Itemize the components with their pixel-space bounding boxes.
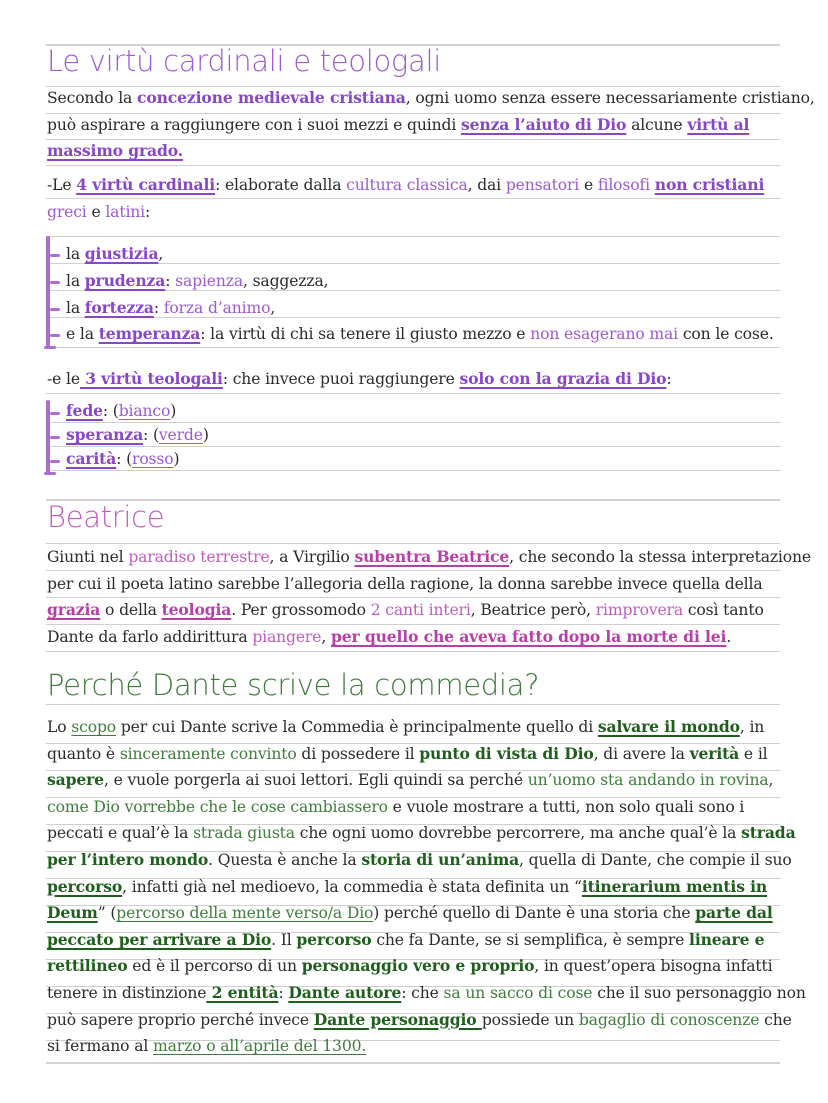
highlight-text: Dante personaggio bbox=[313, 1009, 482, 1029]
text: ed è il percorso di un bbox=[127, 957, 302, 976]
text-line bbox=[47, 927, 792, 954]
virtues-intro-paragraph bbox=[47, 85, 815, 165]
text-line bbox=[47, 1033, 792, 1060]
text: , bbox=[321, 627, 331, 646]
text-line bbox=[47, 874, 792, 901]
rule bbox=[46, 470, 780, 471]
list-item-prudenza bbox=[66, 271, 328, 290]
text: : bbox=[666, 370, 672, 388]
highlight-text: speranza bbox=[66, 425, 144, 444]
bold-text: personaggio vero e proprio bbox=[301, 956, 535, 976]
text-line bbox=[47, 138, 792, 165]
text-line bbox=[47, 1007, 792, 1034]
highlight-text: temperanza bbox=[98, 324, 201, 343]
bold-text: percorso bbox=[296, 929, 372, 949]
text: , bbox=[270, 299, 276, 317]
text-line bbox=[47, 624, 792, 651]
text-line bbox=[47, 714, 792, 741]
text: Dante da farlo addirittura bbox=[47, 627, 253, 646]
text-line bbox=[47, 199, 792, 226]
highlight-text: 4 virtù cardinali bbox=[76, 175, 216, 194]
text: , che secondo la stessa interpretazione bbox=[509, 548, 811, 566]
highlight-text: virtù al bbox=[687, 114, 750, 134]
text: alcune bbox=[626, 115, 688, 134]
list-item-giustizia bbox=[66, 244, 163, 263]
list-tick bbox=[50, 460, 60, 463]
highlight-text: massimo grado. bbox=[47, 141, 183, 161]
highlight-text: per quello che aveva fatto dopo la morte di lei bbox=[330, 626, 727, 646]
text: e bbox=[86, 202, 106, 221]
text: la bbox=[66, 245, 85, 263]
text: che il suo personaggio non bbox=[592, 983, 806, 1002]
text: . Per grossomodo bbox=[231, 601, 371, 620]
text-line bbox=[47, 172, 792, 199]
text: ) bbox=[202, 426, 209, 444]
bold-text: storia di un’anima bbox=[361, 849, 520, 869]
list-item-fortezza bbox=[66, 298, 275, 317]
section-title-why-dante: Perché Dante scrive la commedia? bbox=[47, 668, 540, 702]
text: : bbox=[145, 202, 151, 221]
text: ” ( bbox=[97, 904, 117, 923]
text: -Le bbox=[47, 176, 77, 194]
highlight-text: percorso bbox=[47, 876, 123, 896]
text: Giunti nel bbox=[47, 548, 129, 566]
accent-text: un’uomo sta andando in rovina bbox=[527, 771, 769, 790]
text: , bbox=[158, 245, 164, 263]
bold-text: strada bbox=[741, 823, 796, 843]
text: , infatti già nel medioevo, la commedia è stata definita un “ bbox=[122, 877, 582, 896]
rule bbox=[46, 1062, 780, 1064]
list-item-fede bbox=[66, 401, 176, 420]
text: che bbox=[759, 1010, 792, 1029]
highlight-text: non cristiani bbox=[654, 175, 765, 194]
text-line bbox=[47, 741, 792, 768]
text: peccati e qual’è la bbox=[47, 824, 194, 843]
text: : ( bbox=[116, 450, 133, 468]
highlight-text: 3 virtù teologali bbox=[79, 369, 223, 388]
accent-text: sinceramente convinto bbox=[119, 744, 297, 763]
highlight-text: subentra Beatrice bbox=[354, 547, 510, 566]
accent-text: come Dio vorrebbe che le cose cambiassero bbox=[47, 797, 388, 816]
text: , Beatrice però, bbox=[470, 601, 596, 620]
list-bracket-cap bbox=[44, 472, 56, 475]
text-line bbox=[47, 980, 806, 1007]
rule bbox=[46, 422, 780, 423]
accent-text: cultura classica bbox=[346, 176, 468, 194]
text: , quella di Dante, che compie il suo bbox=[519, 850, 792, 869]
accent-text: latini bbox=[105, 202, 146, 221]
list-item-speranza bbox=[66, 425, 209, 444]
highlight-text: itinerarium mentis in bbox=[581, 876, 768, 896]
accent-text: scopo bbox=[71, 718, 117, 736]
text: . bbox=[726, 627, 732, 646]
accent-text: forza d’animo bbox=[163, 299, 271, 317]
text: o della bbox=[100, 601, 162, 620]
text-line bbox=[47, 85, 815, 112]
list-tick bbox=[50, 308, 60, 311]
text-line bbox=[47, 112, 792, 139]
list-bracket-cap bbox=[44, 346, 56, 349]
accent-text: greci bbox=[47, 202, 87, 221]
rule bbox=[46, 347, 780, 348]
text: : bbox=[165, 272, 176, 290]
text: Lo bbox=[47, 718, 72, 736]
text: . Questa è anche la bbox=[208, 850, 362, 869]
list-bracket bbox=[46, 236, 50, 348]
highlight-text: parte dal bbox=[695, 903, 773, 923]
text: , in quest’opera bisogna infatti bbox=[534, 957, 773, 976]
text: ) perché quello di Dante è una storia che bbox=[373, 904, 696, 923]
accent-text: strada giusta bbox=[193, 824, 295, 843]
text: . Il bbox=[271, 930, 297, 949]
text: : bbox=[153, 299, 164, 317]
rule bbox=[46, 165, 780, 166]
rule bbox=[46, 651, 780, 652]
text: ) bbox=[170, 402, 177, 420]
highlight-text: senza l’aiuto di Dio bbox=[460, 114, 627, 134]
bold-text: punto di vista di Dio bbox=[419, 743, 594, 763]
bold-text: lineare e bbox=[689, 929, 765, 949]
text: : che invece puoi raggiungere bbox=[222, 370, 460, 388]
text: , di avere la bbox=[593, 744, 690, 763]
text-line bbox=[47, 544, 811, 571]
list-tick bbox=[50, 436, 60, 439]
text: per cui il poeta latino sarebbe l’allegoria della ragione, la donna sarebbe invece quella della bbox=[47, 574, 763, 593]
section-title-beatrice: Beatrice bbox=[47, 500, 165, 534]
highlight-text: Deum bbox=[47, 903, 98, 923]
text: possiede un bbox=[481, 1010, 579, 1029]
highlight-text: prudenza bbox=[84, 271, 166, 290]
text: , ogni uomo senza essere necessariamente cristiano, bbox=[405, 89, 815, 107]
text: : che bbox=[401, 983, 444, 1002]
accent-text: pensatori bbox=[505, 176, 580, 194]
text: e il bbox=[739, 744, 768, 763]
text-line bbox=[47, 767, 792, 794]
accent-text: rosso bbox=[132, 450, 174, 468]
text-line bbox=[47, 900, 792, 927]
text: : ( bbox=[143, 426, 159, 444]
text: può aspirare a raggiungere con i suoi mezzi e quindi bbox=[47, 115, 461, 134]
text: per cui Dante scrive la Commedia è principalmente quello di bbox=[116, 718, 598, 736]
list-item-temperanza bbox=[66, 324, 774, 343]
text: quanto è bbox=[47, 744, 120, 763]
rule bbox=[46, 290, 780, 291]
text: che fa Dante, se si semplifica, è sempre bbox=[371, 930, 690, 949]
accent-text: filosofi bbox=[597, 176, 650, 194]
beatrice-paragraph bbox=[47, 544, 811, 650]
text: con le cose. bbox=[678, 325, 774, 343]
accent-text: marzo o all’aprile del 1300. bbox=[153, 1037, 367, 1056]
text: la bbox=[66, 299, 85, 317]
section-title-virtues: Le virtù cardinali e teologali bbox=[47, 44, 441, 78]
text: , e vuole porgerla ai suoi lettori. Egli quindi sa perché bbox=[103, 771, 528, 790]
bold-text: per l’intero mondo bbox=[47, 849, 209, 869]
text: : ( bbox=[102, 402, 119, 420]
text: ) bbox=[173, 450, 180, 468]
text: e la bbox=[66, 325, 99, 343]
cardinal-virtues-intro bbox=[47, 172, 792, 225]
list-tick bbox=[50, 254, 60, 257]
rule bbox=[46, 263, 780, 264]
text: e bbox=[579, 176, 598, 194]
text-line bbox=[47, 820, 796, 847]
text-line bbox=[47, 847, 792, 874]
text-line bbox=[47, 794, 792, 821]
text-line bbox=[47, 597, 792, 624]
bold-text: verità bbox=[689, 743, 740, 763]
text: , saggezza, bbox=[242, 272, 329, 290]
highlight-text: Dante autore bbox=[288, 982, 402, 1002]
accent-text: verde bbox=[158, 426, 203, 444]
highlight-text: concezione medievale cristiana bbox=[137, 88, 406, 107]
accent-text: piangere bbox=[252, 627, 322, 646]
highlight-text: fede bbox=[66, 401, 103, 420]
accent-text: bagaglio di conoscenze bbox=[578, 1010, 760, 1029]
why-dante-paragraph bbox=[47, 714, 806, 1060]
text: la bbox=[66, 272, 85, 290]
rule bbox=[46, 317, 780, 318]
list-item-carita bbox=[66, 449, 179, 468]
text: : elaborate dalla bbox=[215, 176, 347, 194]
highlight-text: salvare il mondo bbox=[597, 717, 740, 736]
text: -e le bbox=[47, 370, 80, 388]
list-tick bbox=[50, 334, 60, 337]
list-tick bbox=[50, 281, 60, 284]
highlight-text: carità bbox=[66, 449, 117, 468]
text: , in bbox=[739, 718, 765, 736]
text: , bbox=[768, 771, 774, 790]
highlight-text: giustizia bbox=[84, 244, 159, 263]
highlight-text: grazia bbox=[47, 600, 101, 620]
highlight-text: fortezza bbox=[84, 298, 154, 317]
accent-text: bianco bbox=[118, 402, 171, 420]
text: Secondo la bbox=[47, 89, 137, 107]
text: può sapere proprio perché invece bbox=[47, 1010, 314, 1029]
accent-text: sapienza bbox=[175, 272, 243, 290]
text-line bbox=[47, 571, 792, 598]
text: e vuole mostrare a tutti, non solo quali sono i bbox=[387, 797, 745, 816]
text: tenere in distinzione bbox=[47, 983, 207, 1002]
bold-text: rettilineo bbox=[47, 956, 128, 976]
accent-text: sa un sacco di cose bbox=[443, 983, 593, 1002]
text: così tanto bbox=[683, 601, 764, 620]
text: si fermano al bbox=[47, 1037, 154, 1056]
accent-text: 2 canti interi bbox=[370, 601, 471, 620]
rule bbox=[46, 704, 780, 705]
text: : bbox=[278, 983, 289, 1002]
text-line bbox=[47, 953, 792, 980]
theological-virtues-intro bbox=[47, 366, 792, 393]
accent-text: non esagerano mai bbox=[530, 325, 679, 343]
text: di possedere il bbox=[296, 744, 420, 763]
text: : la virtù di chi sa tenere il giusto mezzo e bbox=[200, 325, 531, 343]
accent-text: paradiso terrestre bbox=[128, 548, 270, 566]
highlight-text: peccato per arrivare a Dio bbox=[47, 929, 272, 949]
list-tick bbox=[50, 412, 60, 415]
rule bbox=[46, 236, 780, 237]
rule bbox=[46, 393, 780, 394]
highlight-text: teologia bbox=[161, 600, 232, 620]
text: , dai bbox=[467, 176, 506, 194]
highlight-text: solo con la grazia di Dio bbox=[459, 369, 667, 388]
bold-text: sapere bbox=[47, 770, 104, 790]
text: che ogni uomo dovrebbe percorrere, ma anche qual’è la bbox=[294, 824, 742, 843]
accent-text: rimprovera bbox=[595, 601, 684, 620]
text: , a Virgilio bbox=[269, 548, 355, 566]
accent-text: percorso della mente verso/a Dio bbox=[116, 904, 374, 923]
text-line bbox=[47, 366, 792, 393]
highlight-text: 2 entità bbox=[206, 982, 279, 1002]
rule bbox=[46, 446, 780, 447]
